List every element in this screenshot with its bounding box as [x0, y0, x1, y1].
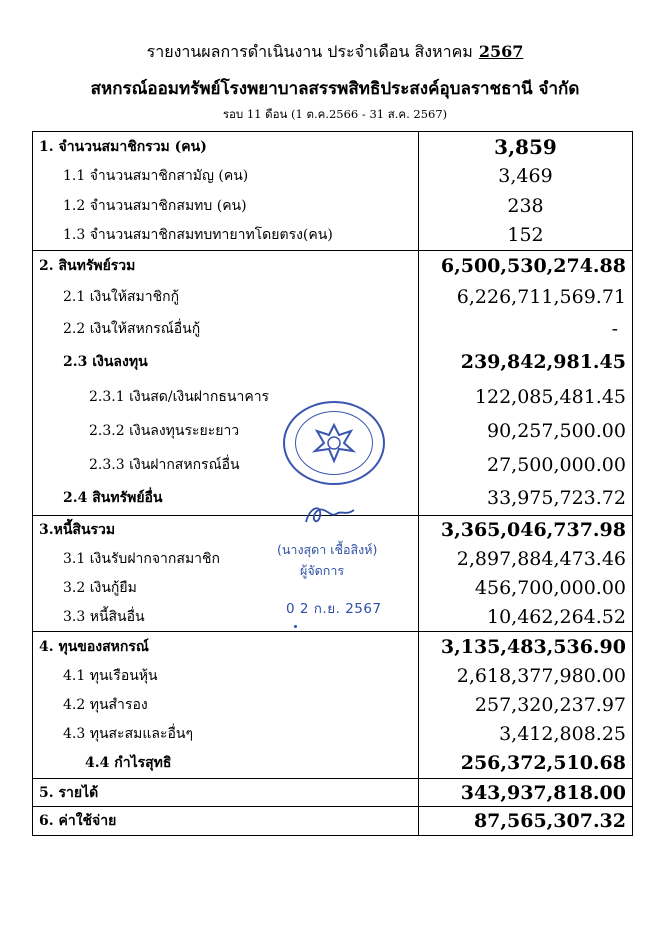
row-label: 2.4 สินทรัพย์อื่น [33, 482, 419, 516]
table-row [33, 221, 633, 251]
organization-name: สหกรณ์ออมทรัพย์โรงพยาบาลสรรพสิทธิประสงค์อุบลราชธานี จำกัด [90, 79, 580, 99]
row-value: 6,226,711,569.71 [419, 282, 633, 313]
row-value: 3,469 [419, 162, 633, 191]
row-value: 343,937,818.00 [419, 779, 633, 807]
row-value: 3,859 [419, 132, 633, 162]
row-value: 3,365,046,737.98 [419, 516, 633, 545]
row-value: 238 [419, 191, 633, 221]
row-label: 3.1 เงินรับฝากจากสมาชิก [33, 545, 419, 574]
row-value: - [419, 313, 633, 345]
row-label: 1. จำนวนสมาชิกรวม (คน) [33, 132, 419, 162]
row-label: 4.1 ทุนเรือนหุ้น [33, 662, 419, 691]
row-value: 3,135,483,536.90 [419, 632, 633, 662]
table-row [33, 345, 633, 380]
row-label: 1.3 จำนวนสมาชิกสมทบทายาทโดยตรง(คน) [33, 221, 419, 251]
table-row [33, 162, 633, 191]
row-label: 2.1 เงินให้สมาชิกกู้ [33, 282, 419, 313]
row-value: 3,412,808.25 [419, 720, 633, 749]
table-row [33, 807, 633, 836]
row-label: 3.หนี้สินรวม [33, 516, 419, 545]
row-value: 6,500,530,274.88 [419, 251, 633, 282]
row-label: 4.4 กำไรสุทธิ [33, 749, 419, 779]
row-value: 456,700,000.00 [419, 574, 633, 603]
table-row [33, 749, 633, 779]
cooperative-seal [283, 401, 385, 485]
table-row [33, 720, 633, 749]
row-label: 1.2 จำนวนสมาชิกสมทบ (คน) [33, 191, 419, 221]
signer-name: (นางสุดา เชื้อสิงห์) [277, 542, 378, 557]
row-value: 87,565,307.32 [419, 807, 633, 836]
row-value: 10,462,264.52 [419, 603, 633, 632]
row-label: 6. ค่าใช้จ่าย [33, 807, 419, 836]
ink-dot [294, 625, 297, 628]
row-value: 2,897,884,473.46 [419, 545, 633, 574]
row-label: 5. รายได้ [33, 779, 419, 807]
handwritten-signature [300, 500, 360, 532]
garuda-emblem-icon [311, 421, 357, 465]
date-stamp: 0 2 ก.ย. 2567 [286, 601, 382, 617]
table-row [33, 779, 633, 807]
table-row [33, 282, 633, 313]
row-label: 4.3 ทุนสะสมและอื่นๆ [33, 720, 419, 749]
row-label: 3.2 เงินกู้ยืม [33, 574, 419, 603]
row-label: 1.1 จำนวนสมาชิกสามัญ (คน) [33, 162, 419, 191]
row-value: 33,975,723.72 [419, 482, 633, 516]
table-row [33, 132, 633, 162]
row-value: 2,618,377,980.00 [419, 662, 633, 691]
row-label: 3.3 หนี้สินอื่น [33, 603, 419, 632]
row-label: 4. ทุนของสหกรณ์ [33, 632, 419, 662]
row-label: 2.3.1 เงินสด/เงินฝากธนาคาร [33, 380, 419, 414]
table-row [33, 191, 633, 221]
row-label: 2.3 เงินลงทุน [33, 345, 419, 380]
row-label: 2.2 เงินให้สหกรณ์อื่นกู้ [33, 313, 419, 345]
report-period: รอบ 11 ดือน (1 ต.ค.2566 - 31 ส.ค. 2567) [222, 107, 448, 121]
table-row [33, 313, 633, 345]
row-value: 239,842,981.45 [419, 345, 633, 380]
table-row [33, 691, 633, 720]
report-title-text: รายงานผลการดำเนินงาน ประจำเดือน สิงหาคม [146, 42, 473, 61]
report-year: 2567 [478, 42, 524, 61]
row-value: 257,320,237.97 [419, 691, 633, 720]
signer-position: ผู้จัดการ [300, 563, 345, 578]
table-row [33, 632, 633, 662]
table-row [33, 251, 633, 282]
report-title [0, 40, 670, 65]
row-value: 27,500,000.00 [419, 448, 633, 482]
table-row [33, 662, 633, 691]
row-label: 4.2 ทุนสำรอง [33, 691, 419, 720]
row-label: 2.3.3 เงินฝากสหกรณ์อื่น [33, 448, 419, 482]
row-value: 152 [419, 221, 633, 251]
row-value: 122,085,481.45 [419, 380, 633, 414]
row-value: 256,372,510.68 [419, 749, 633, 779]
row-label: 2.3.2 เงินลงทุนระยะยาว [33, 414, 419, 448]
row-label: 2. สินทรัพย์รวม [33, 251, 419, 282]
row-value: 90,257,500.00 [419, 414, 633, 448]
